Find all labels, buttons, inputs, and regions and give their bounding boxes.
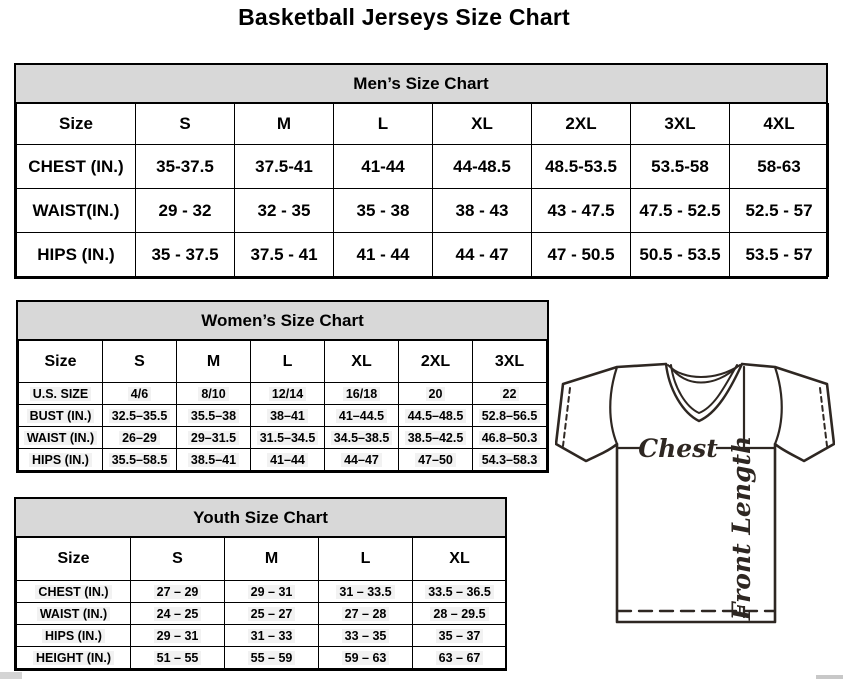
mens-row [17, 145, 829, 189]
mens-cell: 52.5 - 57 [730, 189, 829, 233]
mens-cell: 41 - 44 [334, 233, 433, 277]
womens-cell: 8/10 [177, 383, 251, 405]
mens-cell: 47 - 50.5 [532, 233, 631, 277]
womens-cell: 38.5–41 [177, 449, 251, 471]
womens-cell: 26–29 [103, 427, 177, 449]
mens-row [17, 189, 829, 233]
youth-row [17, 603, 507, 625]
mens-cell: 50.5 - 53.5 [631, 233, 730, 277]
left-armhole-seam [610, 367, 617, 444]
youth-row-label: WAIST (IN.) [17, 603, 131, 625]
womens-cell: 16/18 [325, 383, 399, 405]
youth-cell: 27 – 28 [319, 603, 413, 625]
womens-cell: 4/6 [103, 383, 177, 405]
womens-row-label: HIPS (IN.) [19, 449, 103, 471]
womens-cell: 38–41 [251, 405, 325, 427]
mens-cell: 44 - 47 [433, 233, 532, 277]
mens-row-label: CHEST (IN.) [17, 145, 136, 189]
youth-cell: 31 – 33 [225, 625, 319, 647]
mens-row-label: HIPS (IN.) [17, 233, 136, 277]
page-title: Basketball Jerseys Size Chart [238, 4, 570, 30]
jersey-measurement-diagram [555, 360, 835, 630]
youth-row-label: CHEST (IN.) [17, 581, 131, 603]
womens-cell: 46.8–50.3 [473, 427, 547, 449]
womens-row-label: BUST (IN.) [19, 405, 103, 427]
womens-cell: 52.8–56.5 [473, 405, 547, 427]
womens-cell: 47–50 [399, 449, 473, 471]
mens-cell: 35 - 37.5 [136, 233, 235, 277]
mens-row-label: WAIST(IN.) [17, 189, 136, 233]
youth-column-header: M [225, 538, 319, 581]
womens-cell: 41–44.5 [325, 405, 399, 427]
jersey-outline [556, 364, 834, 622]
youth-cell: 24 – 25 [131, 603, 225, 625]
youth-size-table [16, 537, 507, 669]
mens-column-header: M [235, 104, 334, 145]
youth-cell: 63 – 67 [413, 647, 507, 669]
mens-cell: 37.5 - 41 [235, 233, 334, 277]
womens-cell: 44.5–48.5 [399, 405, 473, 427]
womens-cell: 38.5–42.5 [399, 427, 473, 449]
mens-size-table [16, 103, 829, 277]
womens-cell: 29–31.5 [177, 427, 251, 449]
womens-row [19, 405, 547, 427]
womens-size-table [18, 340, 547, 471]
front-length-label: Front Length [727, 435, 756, 621]
youth-chart-title: Youth Size Chart [16, 499, 505, 537]
womens-cell: 22 [473, 383, 547, 405]
mens-cell: 32 - 35 [235, 189, 334, 233]
youth-cell: 51 – 55 [131, 647, 225, 669]
mens-cell: 29 - 32 [136, 189, 235, 233]
mens-column-header: L [334, 104, 433, 145]
youth-cell: 35 – 37 [413, 625, 507, 647]
youth-size-chart [14, 497, 507, 671]
youth-column-header: XL [413, 538, 507, 581]
womens-cell: 34.5–38.5 [325, 427, 399, 449]
youth-cell: 29 – 31 [225, 581, 319, 603]
youth-cell: 25 – 27 [225, 603, 319, 625]
womens-cell: 12/14 [251, 383, 325, 405]
mens-column-header: Size [17, 104, 136, 145]
womens-row [19, 427, 547, 449]
mens-column-header: 2XL [532, 104, 631, 145]
mens-cell: 58-63 [730, 145, 829, 189]
mens-cell: 35-37.5 [136, 145, 235, 189]
youth-row [17, 625, 507, 647]
youth-cell: 33.5 – 36.5 [413, 581, 507, 603]
mens-cell: 38 - 43 [433, 189, 532, 233]
mens-column-header: XL [433, 104, 532, 145]
womens-cell: 44–47 [325, 449, 399, 471]
womens-column-header: M [177, 341, 251, 383]
youth-cell: 55 – 59 [225, 647, 319, 669]
womens-row [19, 383, 547, 405]
womens-cell: 41–44 [251, 449, 325, 471]
womens-cell: 20 [399, 383, 473, 405]
mens-column-header: 3XL [631, 104, 730, 145]
youth-row [17, 581, 507, 603]
youth-column-header: Size [17, 538, 131, 581]
horizontal-scrollbar-fragment-right[interactable] [816, 675, 843, 679]
horizontal-scrollbar-fragment-left[interactable] [0, 672, 22, 679]
mens-cell: 41-44 [334, 145, 433, 189]
youth-cell: 33 – 35 [319, 625, 413, 647]
youth-cell: 29 – 31 [131, 625, 225, 647]
mens-cell: 43 - 47.5 [532, 189, 631, 233]
womens-column-header: 3XL [473, 341, 547, 383]
youth-column-header: L [319, 538, 413, 581]
mens-cell: 53.5-58 [631, 145, 730, 189]
womens-cell: 31.5–34.5 [251, 427, 325, 449]
womens-size-chart [16, 300, 549, 473]
right-armhole-seam [775, 367, 782, 444]
womens-cell: 35.5–58.5 [103, 449, 177, 471]
womens-column-header: XL [325, 341, 399, 383]
womens-chart-title: Women’s Size Chart [18, 302, 547, 340]
mens-row [17, 233, 829, 277]
mens-cell: 48.5-53.5 [532, 145, 631, 189]
womens-cell: 54.3–58.3 [473, 449, 547, 471]
mens-column-header: S [136, 104, 235, 145]
mens-cell: 53.5 - 57 [730, 233, 829, 277]
youth-cell: 31 – 33.5 [319, 581, 413, 603]
mens-cell: 35 - 38 [334, 189, 433, 233]
youth-cell: 28 – 29.5 [413, 603, 507, 625]
youth-cell: 27 – 29 [131, 581, 225, 603]
youth-row-label: HIPS (IN.) [17, 625, 131, 647]
womens-column-header: S [103, 341, 177, 383]
mens-chart-title: Men’s Size Chart [16, 65, 826, 103]
mens-cell: 37.5-41 [235, 145, 334, 189]
womens-cell: 32.5–35.5 [103, 405, 177, 427]
mens-cell: 44-48.5 [433, 145, 532, 189]
womens-column-header: Size [19, 341, 103, 383]
womens-row-label: WAIST (IN.) [19, 427, 103, 449]
chest-label: Chest [638, 434, 718, 463]
womens-cell: 35.5–38 [177, 405, 251, 427]
right-cuff-dashed-line [820, 388, 827, 446]
mens-cell: 47.5 - 52.5 [631, 189, 730, 233]
womens-column-header: L [251, 341, 325, 383]
left-cuff-dashed-line [563, 388, 570, 446]
youth-row [17, 647, 507, 669]
mens-size-chart [14, 63, 828, 279]
youth-row-label: HEIGHT (IN.) [17, 647, 131, 669]
youth-cell: 59 – 63 [319, 647, 413, 669]
womens-row [19, 449, 547, 471]
womens-row-label: U.S. SIZE [19, 383, 103, 405]
youth-column-header: S [131, 538, 225, 581]
womens-column-header: 2XL [399, 341, 473, 383]
mens-column-header: 4XL [730, 104, 829, 145]
